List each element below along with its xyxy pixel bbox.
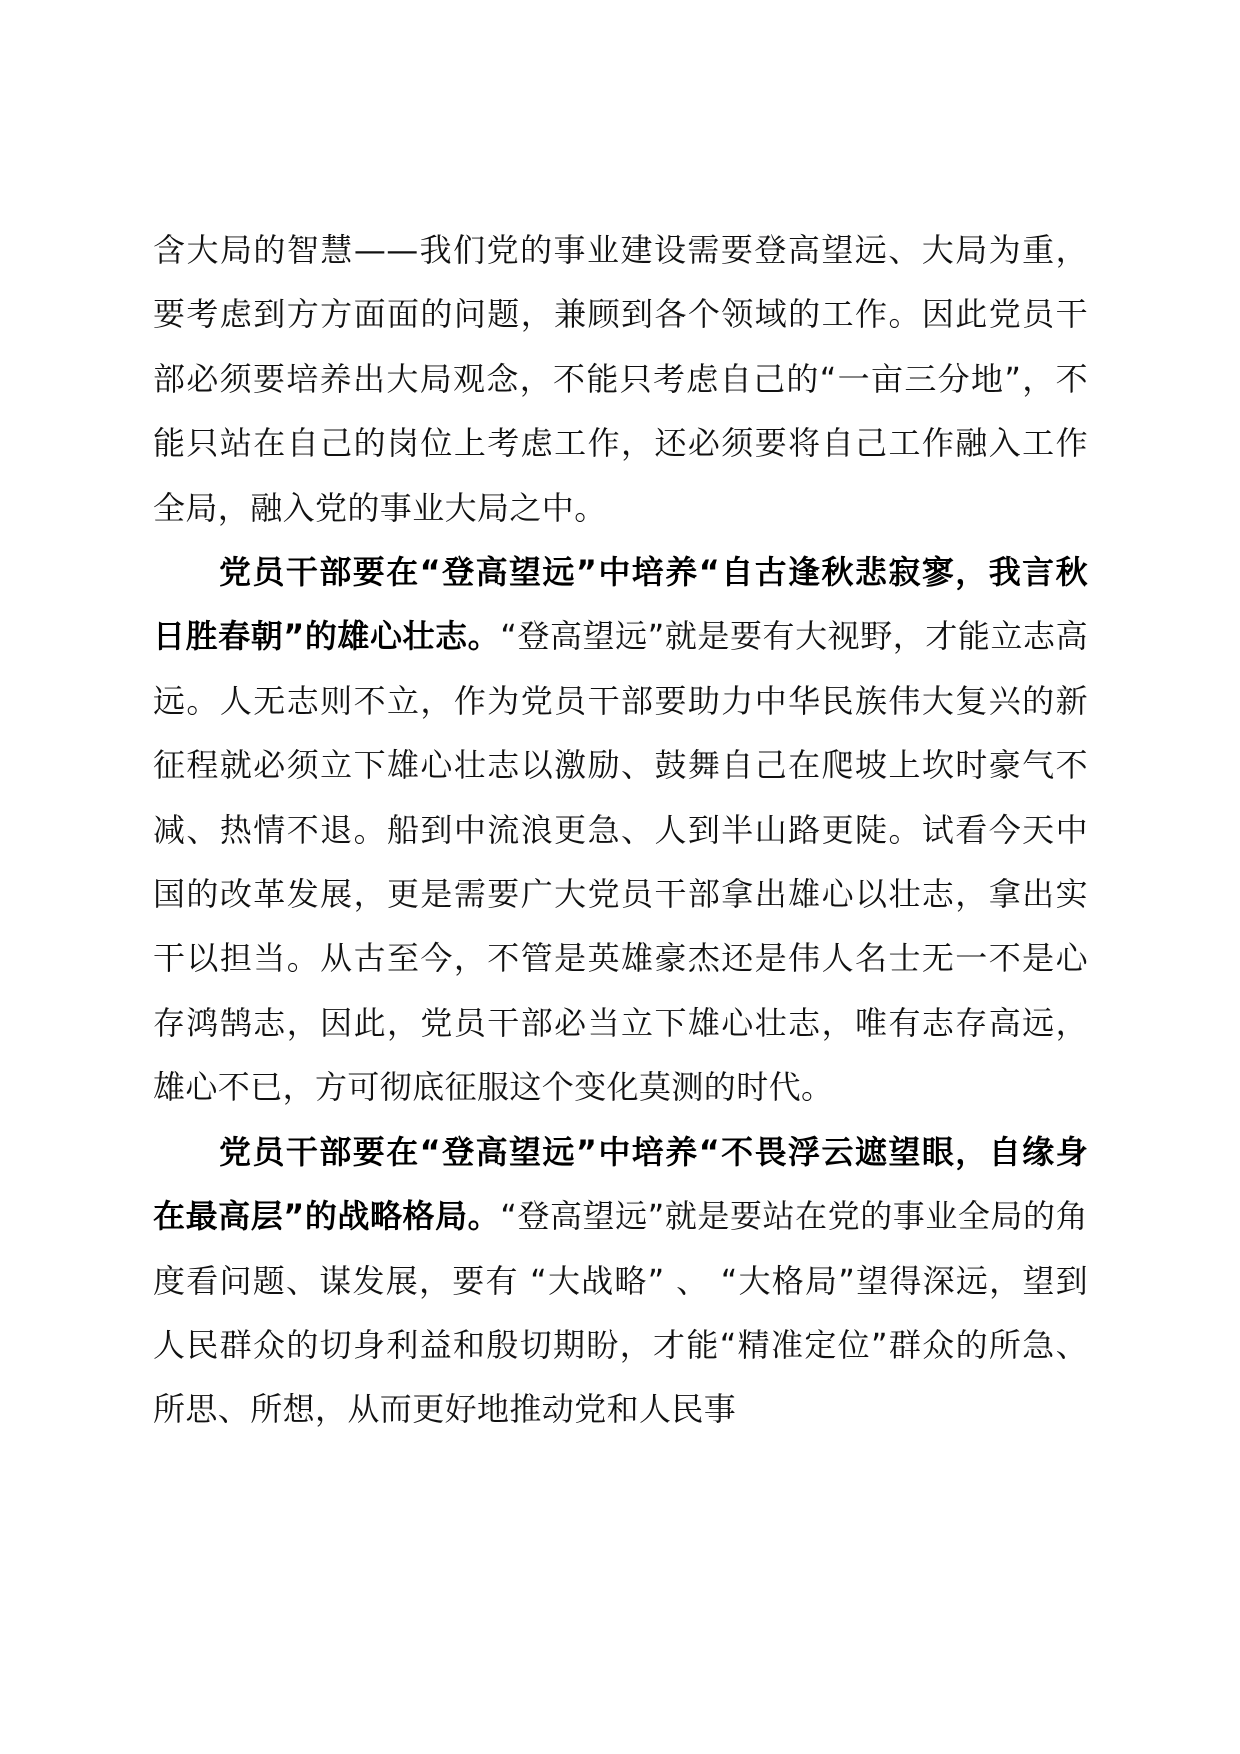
paragraph-strategy	[153, 1120, 1088, 1442]
paragraph-ambition	[153, 540, 1088, 1120]
paragraph-heading: 党员干部要在“登高望远”中培养“不畏浮云遮望眼，自缘身在最高层”的战略格局。	[153, 1132, 1088, 1236]
paragraph-text: 含大局的智慧——我们党的事业建设需要登高望远、大局为重，要考虑到方方面面的问题，兼顾到各个领域的工作。因此党员干部必须要培养出大局观念，不能只考虑自己的“一亩三分地”，不能只站在自己的岗位上考虑工作，还必须要将自己工作融入工作全局，融入党的事业大局之中。	[153, 231, 1088, 527]
paragraph-text: “登高望远”就是要有大视野，才能立志高远。人无志则不立，作为党员干部要助力中华民族伟大复兴的新征程就必须立下雄心壮志以激励、鼓舞自己在爬坡上坎时豪气不减、热情不退。船到中流浪更急、人到半山路更陡。试看今天中国的改革发展，更是需要广大党员干部拿出雄心以壮志，拿出实干以担当。从古至今，不管是英雄豪杰还是伟人名士无一不是心存鸿鹄志，因此，党员干部必当立下雄心壮志，唯有志存高远，雄心不已，方可彻底征服这个变化莫测的时代。	[153, 617, 1089, 1107]
paragraph-text: “登高望远”就是要站在党的事业全局的角度看问题、谋发展，要有 “大战略” 、 “大格局”望得深远，望到人民群众的切身利益和殷切期盼，才能“精准定位”群众的所急、所思、所想，从而更好地推动党和人民事	[153, 1197, 1089, 1429]
document-body	[153, 218, 1088, 1442]
paragraph-heading: 党员干部要在“登高望远”中培养“自古逢秋悲寂寥，我言秋日胜春朝”的雄心壮志。	[153, 553, 1088, 656]
paragraph-continuation	[153, 218, 1088, 540]
